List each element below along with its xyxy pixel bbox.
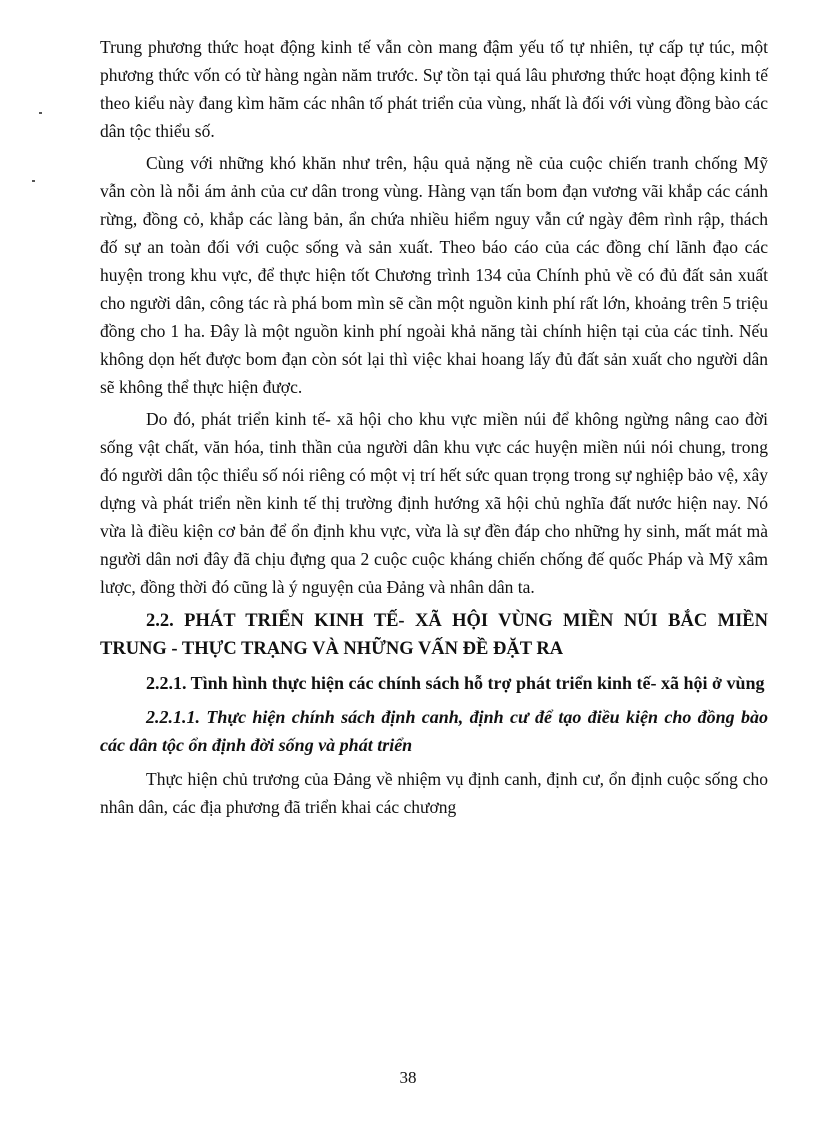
page-body [100,33,768,821]
scan-speck [39,112,42,114]
page-number: 38 [399,1068,417,1087]
paragraph-war-consequences: Cùng với những khó khăn như trên, hậu quả nặng nề của cuộc chiến tranh chống Mỹ vẫn còn là nỗi ám ảnh của cư dân trong vùng. Hàng vạn tấn bom đạn vương vãi khắp các cánh rừng, đồng cỏ, khắp các làng bản, ẩn chứa nhiều hiểm nguy vẫn cứ ngày đêm rình rập, thách đố sự an toàn đối với cuộc sống và sản xuất. Theo báo cáo của các đồng chí lãnh đạo các huyện trong khu vực, để thực hiện tốt Chương trình 134 của Chính phủ về có đủ đất sản xuất cho người dân, công tác rà phá bom mìn sẽ cần một nguồn kinh phí rất lớn, khoảng trên 5 triệu đồng cho 1 ha. Đây là một nguồn kinh phí ngoài khả năng tài chính hiện tại của các tỉnh. Nếu không dọn hết được bom đạn còn sót lại thì việc khai hoang lấy đủ đất sản xuất cho người dân sẽ không thể thực hiện được. [100,153,768,397]
paragraph-implementation: Thực hiện chủ trương của Đảng về nhiệm vụ định canh, định cư, ổn định cuộc sống cho nhân dân, các địa phương đã triển khai các chương [100,769,768,817]
section-heading-2-2: 2.2. PHÁT TRIỂN KINH TẾ- XÃ HỘI VÙNG MIỀN NÚI BẮC MIỀN TRUNG - THỰC TRẠNG VÀ NHỮNG VẤN ĐỀ ĐẶT RA [100,611,768,659]
subsubsection-heading-2-2-1-1: 2.2.1.1. Thực hiện chính sách định canh, định cư để tạo điều kiện cho đồng bào các dân tộc ổn định đời sống và phát triển [100,707,768,755]
paragraph-development-importance: Do đó, phát triển kinh tế- xã hội cho khu vực miền núi để không ngừng nâng cao đời sống vật chất, văn hóa, tinh thần của người dân khu vực các huyện miền núi nói chung, trong đó người dân tộc thiểu số nói riêng có một vị trí hết sức quan trọng trong sự nghiệp bảo vệ, xây dựng và phát triển nền kinh tế thị trường định hướng xã hội chủ nghĩa đất nước hiện nay. Nó vừa là điều kiện cơ bản để ổn định khu vực, vừa là sự đền đáp cho những hy sinh, mất mát mà người dân nơi đây đã chịu đựng qua 2 cuộc cuộc kháng chiến chống đế quốc Pháp và Mỹ xâm lược, đồng thời đó cũng là ý nguyện của Đảng và nhân dân ta. [100,409,768,597]
subsection-heading-2-2-1: 2.2.1. Tình hình thực hiện các chính sách hỗ trợ phát triển kinh tế- xã hội ở vùng [146,673,765,693]
scan-speck [32,180,35,182]
paragraph-continuation: Trung phương thức hoạt động kinh tế vẫn còn mang đậm yếu tố tự nhiên, tự cấp tự túc, một phương thức vốn có từ hàng ngàn năm trước. Sự tồn tại quá lâu phương thức hoạt động kinh tế theo kiểu này đang kìm hãm các nhân tố phát triển của vùng, nhất là đối với vùng đồng bào các dân tộc thiểu số. [100,37,768,141]
